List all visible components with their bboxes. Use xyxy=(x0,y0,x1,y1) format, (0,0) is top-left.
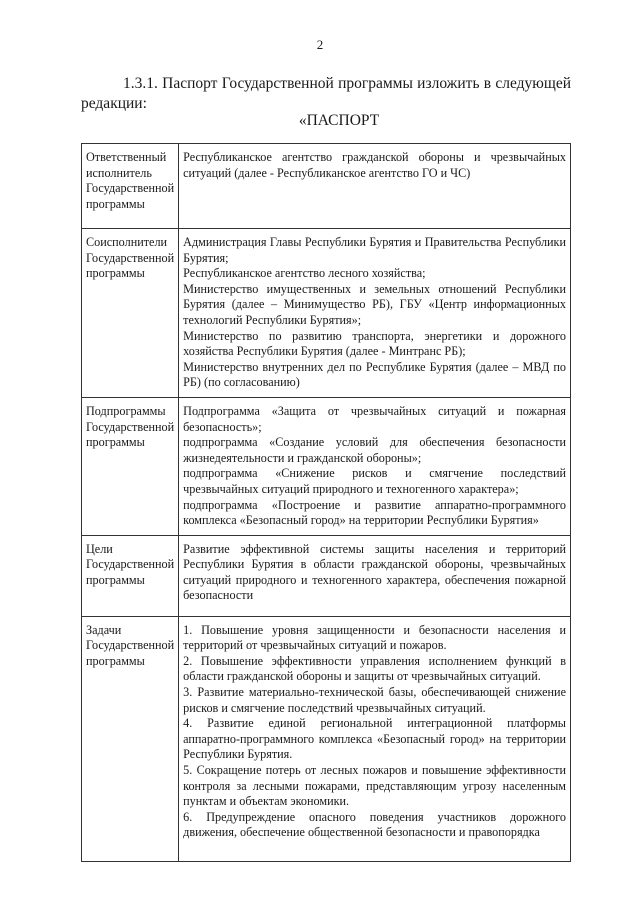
row-content xyxy=(179,144,571,229)
row-label: Ответственный исполнитель Государственной программы xyxy=(82,144,179,229)
passport-heading: «ПАСПОРТ xyxy=(298,112,380,129)
row-label: Цели Государственной программы xyxy=(82,535,179,616)
content-line: Министерство имущественных и земельных отношений Республики Бурятия (далее – Минимущество РБ), ГБУ «Центр информационных технологий Республики Бурятия»; xyxy=(183,281,566,327)
row-content xyxy=(179,535,571,616)
table-row-tasks xyxy=(82,616,571,861)
content-line: подпрограмма «Снижение рисков и смягчение последствий чрезвычайных ситуаций природного и техногенного характера»; xyxy=(183,466,566,496)
content-line: 5. Сокращение потерь от лесных пожаров и повышение эффективности контроля за лесными пожарами, представляющим угрозу населенным пунктам и объектам экономики. xyxy=(183,763,566,809)
content-line: 2. Повышение эффективности управления исполнением функций в области гражданской обороны и защиты от чрезвычайных ситуаций. xyxy=(183,653,566,684)
row-content xyxy=(179,616,571,861)
row-label: Подпрограммы Государственной программы xyxy=(82,397,179,535)
row-label: Задачи Государственной программы xyxy=(82,616,179,861)
content-line: 3. Развитие материально-технической базы, обеспечивающей снижение рисков и смягчение последствий чрезвычайных ситуаций. xyxy=(183,685,566,715)
content-line: 4. Развитие единой региональной интеграционной платформы аппаратно-программного комплекса «Безопасный город» на территории Республики Бурятия. xyxy=(183,716,566,762)
intro-paragraph: 1.3.1. Паспорт Государственной программы изложить в следующей редакции: xyxy=(81,75,571,112)
row-content xyxy=(179,397,571,535)
content-line: Республиканское агентство лесного хозяйства; xyxy=(183,266,426,281)
table-row-subprograms xyxy=(82,397,571,535)
content-line: подпрограмма «Создание условий для обеспечения безопасности жизнедеятельности и гражданской обороны»; xyxy=(183,435,566,465)
passport-table xyxy=(81,143,571,862)
content-line: 1. Повышение уровня защищенности и безопасности населения и территорий от чрезвычайных ситуаций и пожаров. xyxy=(183,622,566,653)
row-content xyxy=(179,229,571,398)
content-line: Развитие эффективной системы защиты населения и территорий Республики Бурятия в области гражданской обороны, чрезвычайных ситуаций природного и техногенного характера, обеспечения пожарной безопасности xyxy=(183,541,566,603)
content-line: Министерство по развитию транспорта, энергетики и дорожного хозяйства Республики Бурятия (далее - Минтранс РБ); xyxy=(183,328,566,359)
table-row-co-executors xyxy=(82,229,571,398)
table-row-responsible-executor xyxy=(82,144,571,229)
content-line: Подпрограмма «Защита от чрезвычайных ситуаций и пожарная безопасность»; xyxy=(183,403,566,434)
content-line: Министерство внутренних дел по Республике Бурятия (далее – МВД по РБ) (по согласованию) xyxy=(183,359,566,390)
content-line: Администрация Главы Республики Бурятия и Правительства Республики Бурятия; xyxy=(183,235,566,265)
content-line: 6. Предупреждение опасного поведения участников дорожного движения, обеспечение общественной безопасности и правопорядка xyxy=(183,809,566,840)
row-label: Соисполнители Государственной программы xyxy=(82,229,179,398)
table-row-goals xyxy=(82,535,571,616)
content-line: подпрограмма «Построение и развитие аппаратно-программного комплекса «Безопасный город» на территории Республики Бурятия» xyxy=(183,497,566,528)
content-line: Республиканское агентство гражданской обороны и чрезвычайных ситуаций (далее - Республиканское агентство ГО и ЧС) xyxy=(183,150,566,180)
page-number: 2 xyxy=(316,37,324,52)
